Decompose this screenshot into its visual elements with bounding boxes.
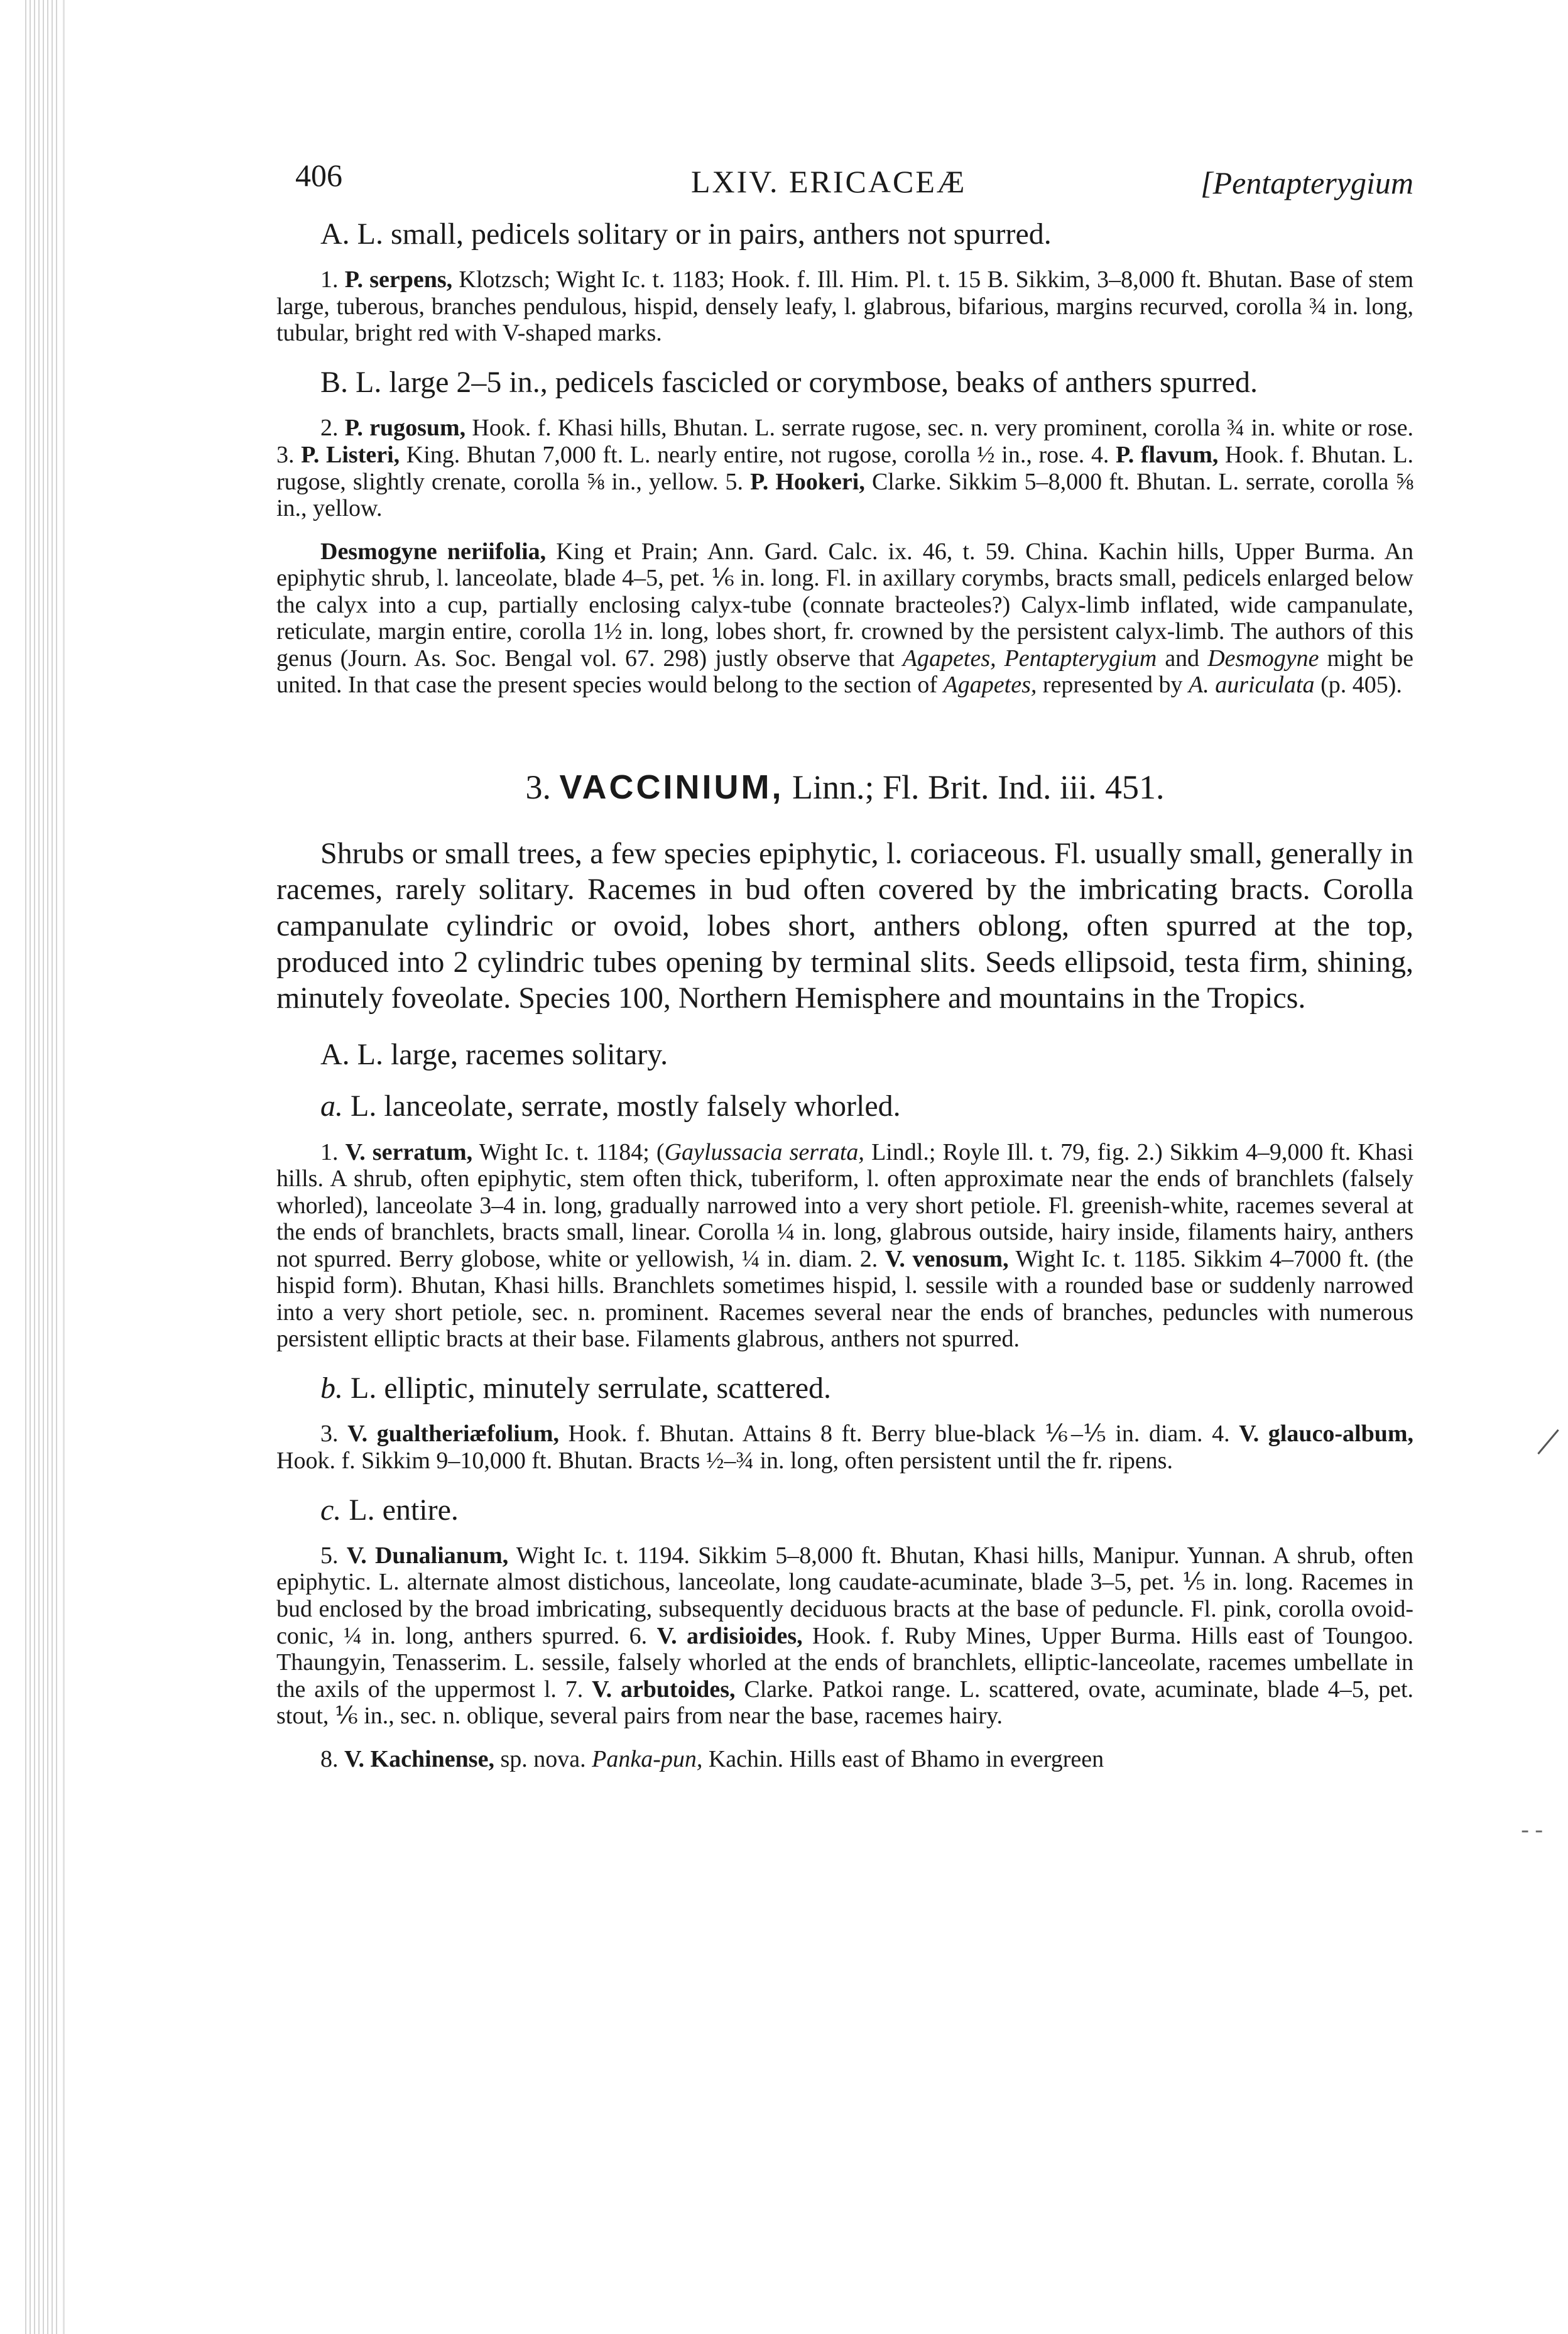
entry-number: 8. xyxy=(320,1745,339,1772)
entry-text: might be united. In that case the present species would belong to the section of xyxy=(276,645,1414,699)
species-name: V. gualtheriæfolium, xyxy=(347,1421,560,1448)
vernacular-name: Panka-pun, xyxy=(592,1745,703,1772)
genus-heading-vaccinium xyxy=(276,768,1413,807)
book-spine-shadow xyxy=(25,0,59,2334)
key-b-vaccinium xyxy=(320,1369,1413,1408)
page-edge-line xyxy=(63,0,65,2334)
key-letter: b. xyxy=(320,1371,343,1405)
key-c-vaccinium xyxy=(320,1491,1413,1530)
entry-text: Wight Ic. t. 1185. Sikkim 4–7000 ft. (the hispid form). Bhutan, Khasi hills. Branchlets sometimes hispid, l. sessile with a rounded base or suddenly narrowed into a very short petiole, sec. n. prominent. Racemes several near the ends of branches, peduncles with numerous persistent elliptic bracts at their base. Filaments glabrous, anthers not spurred. xyxy=(276,1245,1414,1353)
entry-v-serratum xyxy=(276,1139,1413,1353)
entry-p-serpens xyxy=(276,266,1413,347)
entry-number: 1. xyxy=(320,266,339,293)
entry-text: Wight Ic. t. 1184; ( xyxy=(479,1138,665,1165)
entry-number: 2. xyxy=(320,415,339,442)
entry-v-kachinense xyxy=(276,1746,1413,1773)
key-a-pentapterygium: A. L. small, pedicels solitary or in pairs, anthers not spurred. xyxy=(320,217,1052,251)
genus-reference: Linn.; Fl. Brit. Ind. iii. 451. xyxy=(792,768,1165,806)
species-name: V. Kachinense, xyxy=(344,1745,494,1772)
entry-number: 3. xyxy=(320,1421,339,1448)
entry-number: 1. xyxy=(320,1138,339,1165)
species-name: P. serpens, xyxy=(344,266,453,293)
page-number: 406 xyxy=(295,158,342,193)
italic-genus: Agapetes, xyxy=(943,672,1037,699)
entry-text: represented by xyxy=(1042,672,1183,699)
entry-v-gualtheriaefolium xyxy=(276,1421,1413,1474)
species-name: Desmogyne neriifolia, xyxy=(320,538,547,565)
key-letter: a. xyxy=(320,1089,343,1123)
species-name: V. ardisioides, xyxy=(656,1622,803,1649)
key-text: L. elliptic, minutely serrulate, scattered. xyxy=(351,1371,832,1405)
entry-desmogyne xyxy=(276,538,1413,699)
entry-v-dunalianum xyxy=(276,1542,1413,1730)
entry-text: Hook. f. Khasi hills, Bhutan. L. serrate rugose, sec. n. very prominent, corolla ¾ in. white or rose. 3. xyxy=(276,415,1413,468)
key-letter: c. xyxy=(320,1493,342,1527)
species-name: P. Hookeri, xyxy=(750,468,865,495)
key-b-pentapterygium: B. L. large 2–5 in., pedicels fascicled or corymbose, beaks of anthers spurred. xyxy=(320,366,1258,400)
entry-text: and xyxy=(1165,645,1200,672)
italic-genus: Agapetes, Pentapterygium xyxy=(902,645,1157,672)
species-name: V. venosum, xyxy=(885,1245,1009,1272)
entry-text: Klotzsch; Wight Ic. t. 1183; Hook. f. Ill. Him. Pl. t. 15 B. Sikkim, 3–8,000 ft. Bhutan. Base of stem large, tuberous, branches pendulous, hispid, densely leafy, l. glabrous, bifarious, margins recurved, corolla ¾ in. long, tubular, bright red with V-shaped marks. xyxy=(276,266,1414,347)
entry-text: (p. 405). xyxy=(1320,672,1402,699)
entry-text: Clarke. Sikkim 5–8,000 ft. Bhutan. L. serrate, corolla ⅝ in., yellow. xyxy=(276,468,1414,522)
italic-genus: Desmogyne xyxy=(1207,645,1319,672)
running-title: LXIV. ERICACEÆ xyxy=(691,164,967,199)
entry-text: Hook. f. Bhutan. Attains 8 ft. Berry blue-black ⅙–⅕ in. diam. 4. xyxy=(568,1421,1230,1448)
entry-text: sp. nova. xyxy=(500,1745,586,1772)
species-name: P. flavum, xyxy=(1116,441,1219,468)
key-text: L. lanceolate, serrate, mostly falsely whorled. xyxy=(351,1089,901,1123)
entry-text: Hook. f. Bhutan. L. rugose, slightly crenate, corolla ⅝ in., yellow. 5. xyxy=(276,441,1414,495)
species-name: P. rugosum, xyxy=(344,415,466,442)
entry-text: Hook. f. Ruby Mines, Upper Burma. Hills east of Toungoo. Thaungyin, Tenasserim. L. sessile, falsely whorled at the ends of branchlets, elliptic-lanceolate, racemes umbellate in the axils of the uppermost l. 7. xyxy=(276,1622,1414,1703)
margin-pencil-mark xyxy=(1537,1429,1559,1454)
section-tag: [Pentapterygium xyxy=(1200,165,1413,200)
key-text: L. entire. xyxy=(349,1493,459,1527)
entry-p-rugosum xyxy=(276,415,1413,521)
species-name: P. Listeri, xyxy=(301,441,400,468)
species-name: V. Dunalianum, xyxy=(346,1542,509,1569)
key-a-a-vaccinium xyxy=(320,1087,1413,1126)
italic-species: A. auriculata xyxy=(1189,672,1315,699)
entry-text: Clarke. Patkoi range. L. scattered, ovate, acuminate, blade 4–5, pet. stout, ⅙ in., sec. n. oblique, several pairs from near the base, racemes hairy. xyxy=(276,1676,1413,1730)
margin-dash-mark: - - xyxy=(1521,1816,1543,1843)
species-name: V. glauco-album, xyxy=(1239,1421,1414,1448)
species-name: V. serratum, xyxy=(345,1138,473,1165)
entry-text: Kachin. Hills east of Bhamo in evergreen xyxy=(708,1745,1104,1772)
page-header xyxy=(276,151,1413,207)
entry-text: Lindl.; Royle Ill. t. 79, fig. 2.) Sikkim 4–9,000 ft. Khasi hills. A shrub, often epiphytic, stem often thick, tuberiform, l. often approximate near the ends of branchlets (falsely whorled), lanceolate 3–4 in. long, gradually narrowed into a very short petiole. Fl. greenish-white, racemes several at the ends of branchlets, bracts small, linear. Corolla ¼ in. long, glabrous outside, hairy inside, filaments hairy, anthers not spurred. Berry globose, white or yellowish, ¼ in. diam. 2. xyxy=(276,1138,1414,1272)
genus-number: 3. xyxy=(525,768,551,806)
entry-text: Hook. f. Sikkim 9–10,000 ft. Bhutan. Bracts ½–¾ in. long, often persistent until the fr. ripens. xyxy=(276,1447,1173,1474)
entry-text: King. Bhutan 7,000 ft. L. nearly entire, not rugose, corolla ½ in., rose. 4. xyxy=(406,441,1109,468)
entry-text: King et Prain; Ann. Gard. Calc. ix. 46, t. 59. China. Kachin hills, Upper Burma. An epiphytic shrub, l. lanceolate, blade 4–5, pet. ⅙ in. long. Fl. in axillary corymbs, bracts small, pedicels enlarged below the calyx into a cup, partially enclosing calyx-tube (connate bracteoles?) Calyx-limb inflated, wide campanulate, reticulate, margin entire, corolla 1½ in. long, lobes short, fr. crowned by the persistent calyx-limb. The authors of this genus (Journ. As. Soc. Bengal vol. 67. 298) justly observe that xyxy=(276,538,1413,672)
genus-description: Shrubs or small trees, a few species epiphytic, l. coriaceous. Fl. usually small, generally in racemes, rarely solitary. Racemes in bud often covered by the imbricating bracts. Corolla campanulate cylindric or ovoid, lobes short, anthers oblong, often spurred at the top, produced into 2 cylindric tubes opening by terminal slits. Seeds ellipsoid, testa firm, shining, minutely foveolate. Species 100, Northern Hemisphere and mountains in the Tropics. xyxy=(276,836,1413,1015)
italic-synonym: Gaylussacia serrata, xyxy=(664,1138,864,1165)
species-name: V. arbutoides, xyxy=(592,1676,736,1703)
book-page xyxy=(276,151,1413,1789)
entry-number: 5. xyxy=(320,1542,339,1569)
key-a-vaccinium: A. L. large, racemes solitary. xyxy=(320,1037,668,1071)
entry-text: Wight Ic. t. 1194. Sikkim 5–8,000 ft. Bhutan, Khasi hills, Manipur. Yunnan. A shrub, often epiphytic. L. alternate almost distichous, lanceolate, long caudate-acuminate, blade 3–5, pet. ⅕ in. long. Racemes in bud enclosed by the broad imbricating, subsequently deciduous bracts at the base of peduncle. Fl. pink, corolla ovoid-conic, ¼ in. long, anthers spurred. 6. xyxy=(276,1542,1413,1649)
genus-name: VACCINIUM, xyxy=(559,768,784,806)
